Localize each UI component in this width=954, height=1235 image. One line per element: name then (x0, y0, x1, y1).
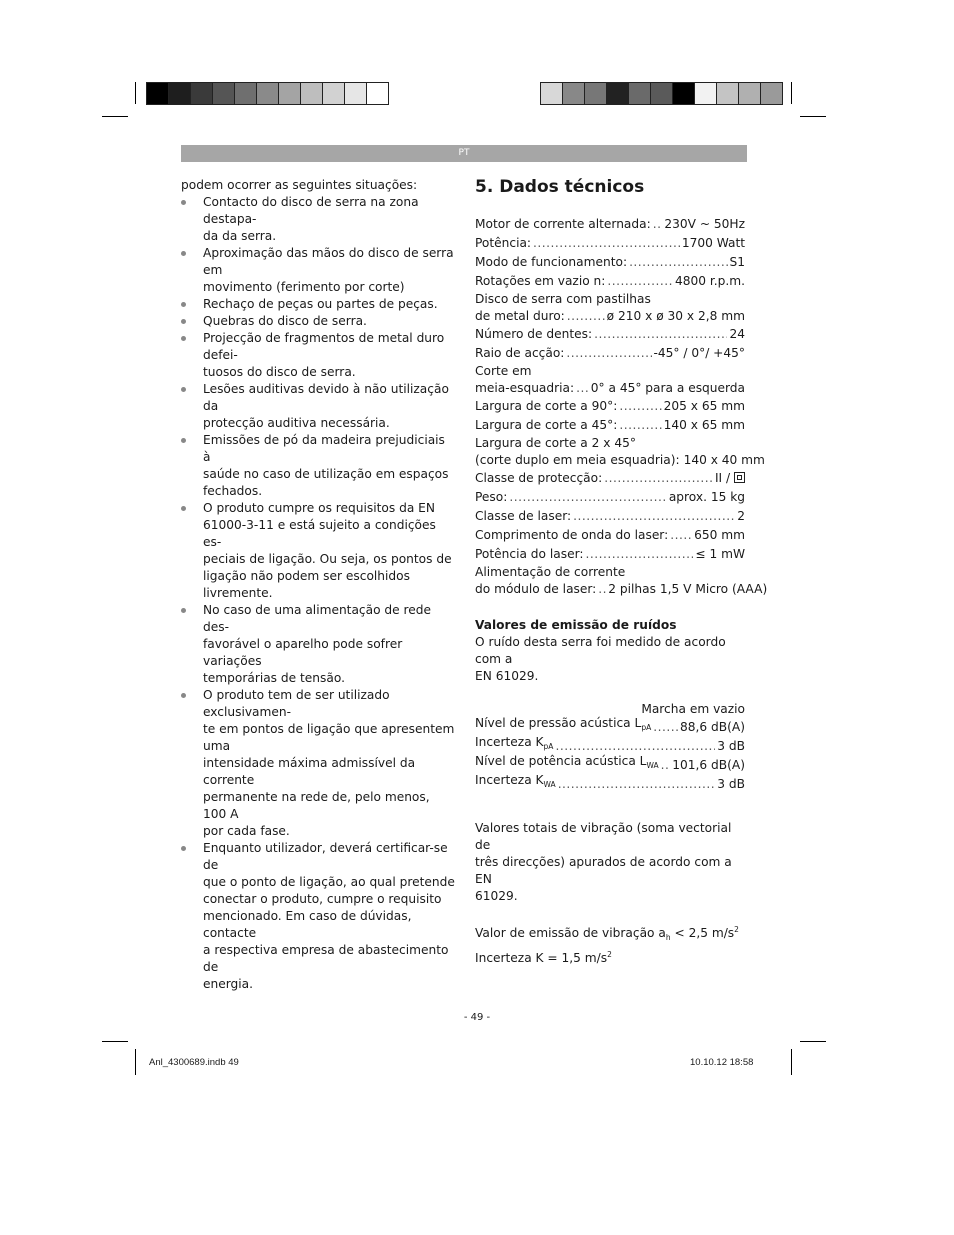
spec-row: de metal duro: ..... ø 210 x ø 30 x 2,8 mm (475, 308, 745, 325)
spec-row: Modo de funcionamento: ..... S1 (475, 253, 745, 272)
color-swatch (717, 83, 739, 104)
noise-column-header: Marcha em vazio (641, 702, 745, 716)
spec-line: Corte em (475, 364, 532, 378)
noise-heading: Valores de emissão de ruídos (475, 618, 677, 632)
bullet-icon (181, 608, 186, 613)
spec-row: Potência: ..... 1700 Watt (475, 234, 745, 253)
vibration-text: Valores totais de vibração (soma vectorial de (475, 821, 732, 852)
list-item (181, 296, 456, 313)
bullet-icon (181, 438, 186, 443)
spec-row: Largura de corte a 45°: ..... 140 x 65 mm (475, 416, 745, 435)
bullet-icon (181, 319, 186, 324)
list-item-line: Contacto do disco de serra na zona destapa- (203, 195, 419, 226)
list-item-line: conectar o produto, cumpre o requisito (203, 892, 442, 906)
list-item-line: permanente na rede de, pelo menos, 100 A (203, 790, 430, 821)
list-item-line: intensidade máxima admissível da corrente (203, 756, 416, 787)
list-item-line: tuosos do disco de serra. (203, 365, 356, 379)
spec-line: Largura de corte a 2 x 45° (475, 436, 636, 450)
list-item-line: por cada fase. (203, 824, 290, 838)
color-swatch (585, 83, 607, 104)
color-swatch (541, 83, 563, 104)
spec-row: meia-esquadria: ..... 0° a 45° para a esquerda (475, 380, 745, 397)
crop-mark (135, 82, 136, 104)
crop-mark (800, 116, 826, 117)
section-title: 5. Dados técnicos (475, 177, 645, 197)
color-calibration-bar-left (146, 82, 389, 105)
bullet-icon (181, 302, 186, 307)
vibration-emission: Valor de emissão de vibração $a_h < 2,5$ $m/s^2$ (475, 925, 739, 942)
list-item (181, 840, 456, 993)
crop-mark (791, 82, 792, 104)
list-item (181, 602, 456, 687)
footer-file: Anl_4300689.indb 49 (149, 1057, 239, 1068)
list-item-line: peciais de ligação. Ou seja, os pontos de (203, 552, 452, 566)
bullet-icon (181, 506, 186, 511)
color-swatch (563, 83, 585, 104)
noise-row: Nível de pressão acústica $L_{pA}$ ..... 88,6 dB(A) (475, 718, 745, 737)
page-number: - 49 - (463, 1012, 491, 1023)
color-calibration-bar-right (540, 82, 783, 105)
color-swatch (673, 83, 695, 104)
list-item-line: energia. (203, 977, 253, 991)
list-item-line: Projecção de fragmentos de metal duro defei- (203, 331, 445, 362)
spec-row: Classe de protecção: ..... II / (475, 469, 745, 488)
language-label: PT (458, 148, 470, 158)
color-swatch (695, 83, 717, 104)
color-swatch (607, 83, 629, 104)
list-item-line: ligação não podem ser escolhidos livremente. (203, 569, 410, 600)
bullet-icon (181, 200, 186, 205)
list-item-line: Rechaço de peças ou partes de peças. (203, 297, 438, 311)
color-swatch (367, 83, 388, 104)
bullet-list (181, 194, 456, 993)
list-item (181, 245, 456, 296)
list-item (181, 330, 456, 381)
list-item (181, 194, 456, 245)
color-swatch (651, 83, 673, 104)
bullet-icon (181, 387, 186, 392)
spec-line: Disco de serra com pastilhas (475, 292, 651, 306)
spec-row: Largura de corte a 90°: ..... 205 x 65 mm (475, 397, 745, 416)
noise-row: Incerteza $K_{WA}$ ..... 3 dB (475, 775, 745, 794)
list-item-line: favorável o aparelho pode sofrer variações (203, 637, 403, 668)
list-item-line: Emissões de pó da madeira prejudiciais à (203, 433, 445, 464)
double-insulation-icon (734, 472, 745, 483)
bullet-icon (181, 336, 186, 341)
list-item-line: 61000-3-11 e está sujeito a condições es- (203, 518, 436, 549)
list-item-line: protecção auditiva necessária. (203, 416, 390, 430)
color-swatch (761, 83, 782, 104)
list-item-line: temporárias de tensão. (203, 671, 345, 685)
noise-row: Nível de potência acústica $L_{WA}$ ..... 101,6 dB(A) (475, 756, 745, 775)
left-column (181, 177, 456, 993)
list-item-line: a respectiva empresa de abastecimento de (203, 943, 449, 974)
spec-row: Número de dentes: ..... 24 (475, 325, 745, 344)
language-header-band (181, 145, 747, 162)
crop-mark (102, 1041, 128, 1042)
list-item-line: que o ponto de ligação, ao qual pretende (203, 875, 455, 889)
spec-row: Classe de laser: ..... 2 (475, 507, 745, 526)
list-item-line: mencionado. Em caso de dúvidas, contacte (203, 909, 412, 940)
spec-row: (corte duplo em meia esquadria): 140 x 40 mm (475, 453, 765, 467)
list-item-line: Aproximação das mãos do disco de serra em (203, 246, 454, 277)
footer-date: 10.10.12 18:58 (690, 1057, 754, 1068)
color-swatch (323, 83, 345, 104)
list-item (181, 500, 456, 602)
spec-row: Motor de corrente alternada: ..... 230V ~ 50Hz (475, 215, 745, 234)
color-swatch (301, 83, 323, 104)
list-item-line: saúde no caso de utilização em espaços (203, 467, 449, 481)
list-item-line: No caso de uma alimentação de rede des- (203, 603, 432, 634)
color-swatch (629, 83, 651, 104)
list-item (181, 381, 456, 432)
list-item-line: da da serra. (203, 229, 277, 243)
color-swatch (257, 83, 279, 104)
intro-text: podem ocorrer as seguintes situações: (181, 178, 418, 192)
color-swatch (147, 83, 169, 104)
spec-line: Alimentação de corrente (475, 565, 626, 579)
noise-text: O ruído desta serra foi medido de acordo com a (475, 635, 726, 666)
list-item-line: movimento (ferimento por corte) (203, 280, 405, 294)
vibration-uncertainty: Incerteza K = 1,5 $m/s^2$ (475, 950, 612, 965)
list-item (181, 432, 456, 500)
spec-row: Comprimento de onda do laser: ..... 650 mm (475, 526, 745, 545)
crop-mark (791, 1049, 792, 1075)
color-swatch (213, 83, 235, 104)
color-swatch (345, 83, 367, 104)
list-item-line: O produto cumpre os requisitos da EN (203, 501, 435, 515)
spec-row: Potência do laser: ..... ≤ 1 mW (475, 545, 745, 564)
noise-row: Incerteza $K_{pA}$ ..... 3 dB (475, 737, 745, 756)
bullet-icon (181, 251, 186, 256)
right-column (475, 175, 768, 967)
spec-row: Peso: ..... aprox. 15 kg (475, 488, 745, 507)
list-item (181, 313, 456, 330)
list-item-line: fechados. (203, 484, 263, 498)
spec-row: do módulo de laser: ..... 2 pilhas 1,5 V Micro (AAA) (475, 581, 745, 598)
spec-row: Rotações em vazio n: ..... 4800 r.p.m. (475, 272, 745, 291)
list-item-line: Lesões auditivas devido à não utilização da (203, 382, 449, 413)
list-item (181, 687, 456, 840)
list-item-line: Enquanto utilizador, deverá certificar-se de (203, 841, 448, 872)
color-swatch (235, 83, 257, 104)
spec-row: Raio de acção: ..... -45° / 0°/ +45° (475, 344, 745, 363)
color-swatch (279, 83, 301, 104)
list-item-line: O produto tem de ser utilizado exclusivamen- (203, 688, 390, 719)
crop-mark (800, 1041, 826, 1042)
crop-mark (102, 116, 128, 117)
vibration-text: três direcções) apurados de acordo com a EN (475, 855, 732, 886)
color-swatch (169, 83, 191, 104)
bullet-icon (181, 693, 186, 698)
noise-text: EN 61029. (475, 669, 539, 683)
vibration-text: 61029. (475, 889, 518, 903)
list-item-line: te em pontos de ligação que apresentem uma (203, 722, 455, 753)
color-swatch (739, 83, 761, 104)
crop-mark (135, 1049, 136, 1075)
color-swatch (191, 83, 213, 104)
list-item-line: Quebras do disco de serra. (203, 314, 367, 328)
bullet-icon (181, 846, 186, 851)
